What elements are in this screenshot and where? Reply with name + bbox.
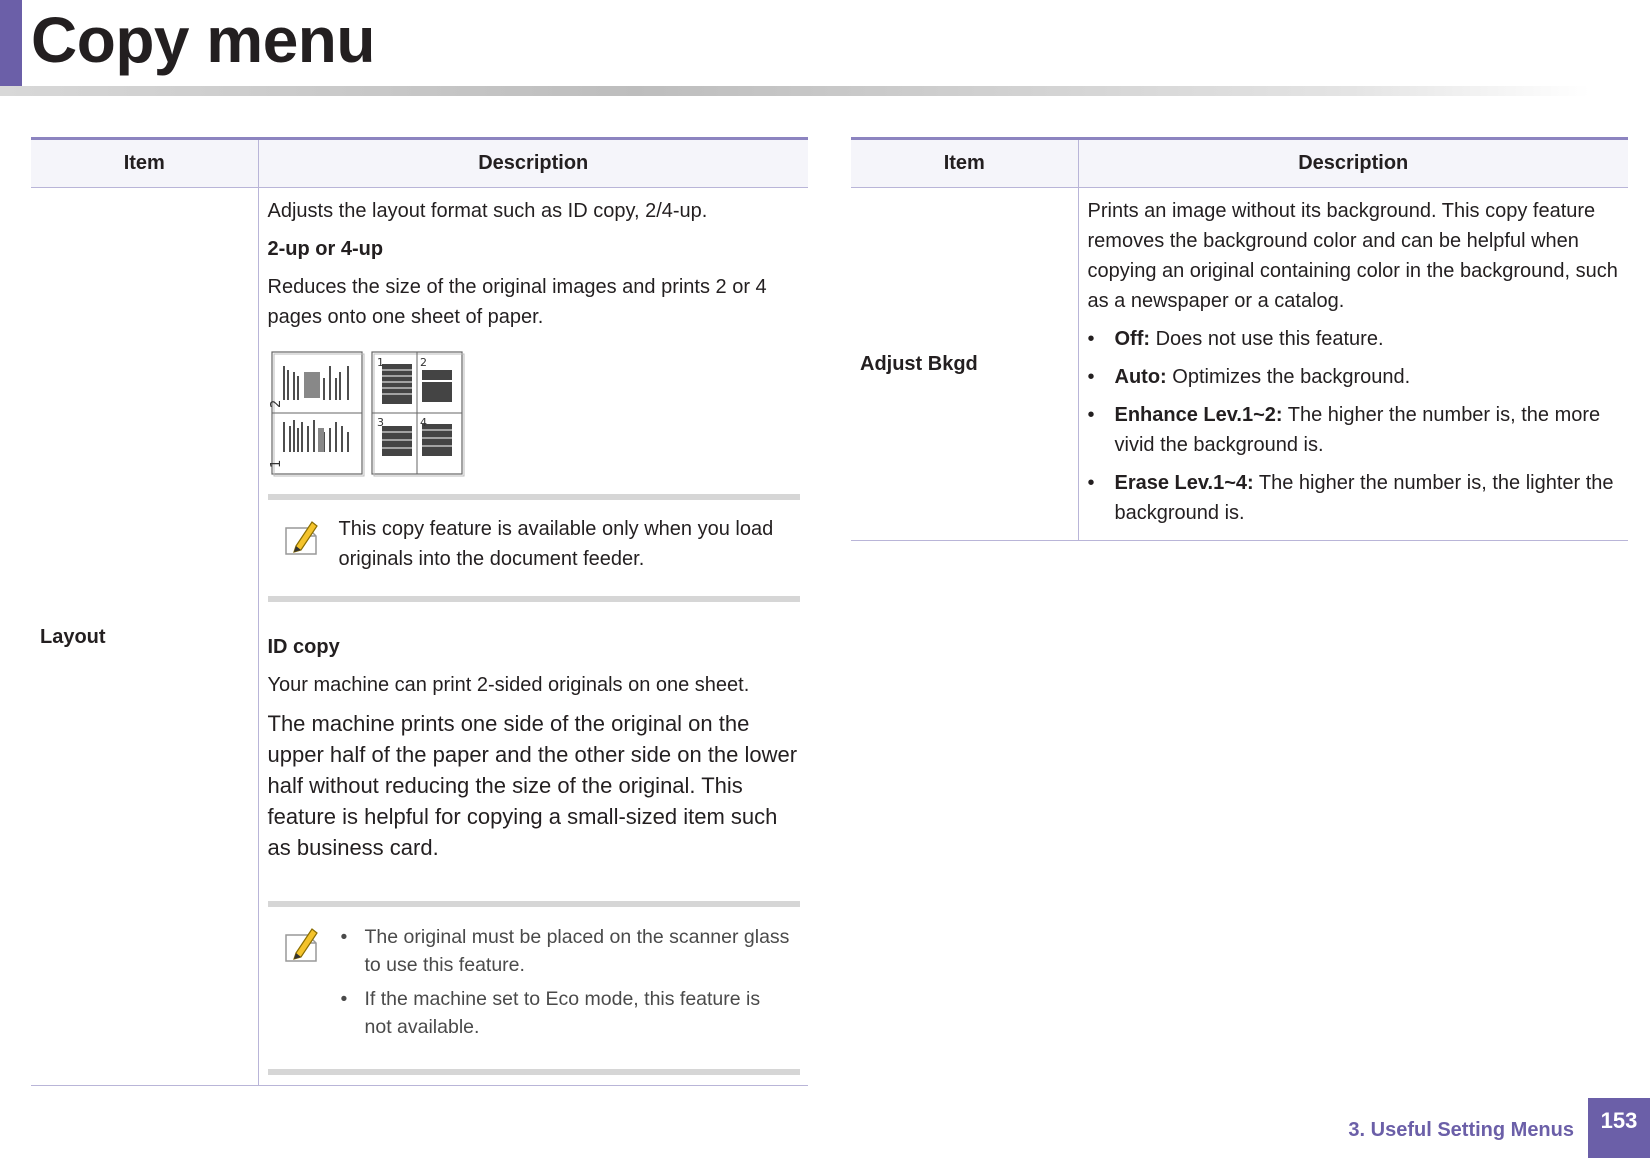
note-list-item: • If the machine set to Eco mode, this feature is not available. — [339, 985, 793, 1041]
option-text: The higher the number is, the more vivid the background is. — [1114, 404, 1601, 456]
note-list-item: • The original must be placed on the scanner glass to use this feature. — [339, 923, 793, 979]
header-item: Item — [851, 139, 1078, 188]
option-text: The higher the number is, the lighter the background is. — [1114, 472, 1614, 524]
option-label: Enhance Lev.1~2: — [1114, 404, 1283, 426]
option-text: Does not use this feature. — [1155, 328, 1384, 350]
note-list — [339, 923, 793, 1041]
option-label: Erase Lev.1~4: — [1114, 472, 1254, 494]
layout-intro: Adjusts the layout format such as ID copy, 2/4-up. — [267, 200, 708, 222]
four-up-label-3: 3 — [376, 416, 384, 429]
text-2up-4up: Reduces the size of the original images and prints 2 or 4 pages onto one sheet of paper. — [267, 276, 767, 328]
option-label: Auto: — [1114, 366, 1167, 388]
option-off — [1088, 324, 1621, 354]
adjust-bkgd-table — [851, 137, 1628, 541]
option-auto — [1088, 362, 1621, 392]
text-id-copy-2: The machine prints one side of the original on the upper half of the paper and the other side on the lower half without reducing the size of the original. This feature is helpful for copying a small-sized item such as business card. — [267, 711, 798, 860]
option-enhance — [1088, 400, 1621, 460]
subheading-2up-4up: 2-up or 4-up — [267, 238, 384, 260]
adjust-bkgd-intro: Prints an image without its background. This copy feature removes the background color and can be helpful when copying an original containing color in the background, such as a newspaper or a catalog. — [1087, 200, 1618, 312]
title-underline — [0, 86, 1590, 96]
note-pencil-icon — [282, 518, 322, 558]
note-document-feeder — [268, 494, 801, 602]
note-id-copy — [268, 901, 801, 1075]
two-up-label-2: 2 — [268, 399, 284, 408]
option-label: Off: — [1114, 328, 1151, 350]
four-up-label-1: 1 — [376, 356, 384, 369]
four-up-label-2: 2 — [419, 356, 427, 369]
option-erase — [1088, 468, 1621, 528]
table-row — [31, 188, 808, 1086]
n-up-diagram-icon — [268, 348, 468, 478]
text-id-copy-1: Your machine can print 2-sided originals on one sheet. — [267, 674, 750, 696]
option-text: Optimizes the background. — [1172, 366, 1411, 388]
section-label: 3. Useful Setting Menus — [1348, 1119, 1574, 1141]
layout-table — [31, 137, 808, 1086]
description-adjust-bkgd — [1078, 188, 1628, 541]
table-row — [851, 188, 1628, 541]
header-description: Description — [1078, 139, 1628, 188]
two-up-label-1: 1 — [268, 459, 284, 468]
item-layout: Layout — [31, 188, 258, 1086]
n-up-illustration — [268, 348, 801, 488]
header-description: Description — [258, 139, 808, 188]
page-title: Copy menu — [31, 4, 375, 76]
note-pencil-icon — [282, 925, 322, 965]
title-accent-bar — [0, 0, 22, 92]
four-up-label-4: 4 — [419, 416, 427, 429]
page-number: 153 — [1588, 1098, 1650, 1158]
description-layout — [258, 188, 808, 1086]
item-adjust-bkgd: Adjust Bkgd — [851, 188, 1078, 541]
header-item: Item — [31, 139, 258, 188]
note-text: This copy feature is available only when you load originals into the document feeder. — [338, 518, 774, 570]
subheading-id-copy: ID copy — [267, 636, 340, 658]
